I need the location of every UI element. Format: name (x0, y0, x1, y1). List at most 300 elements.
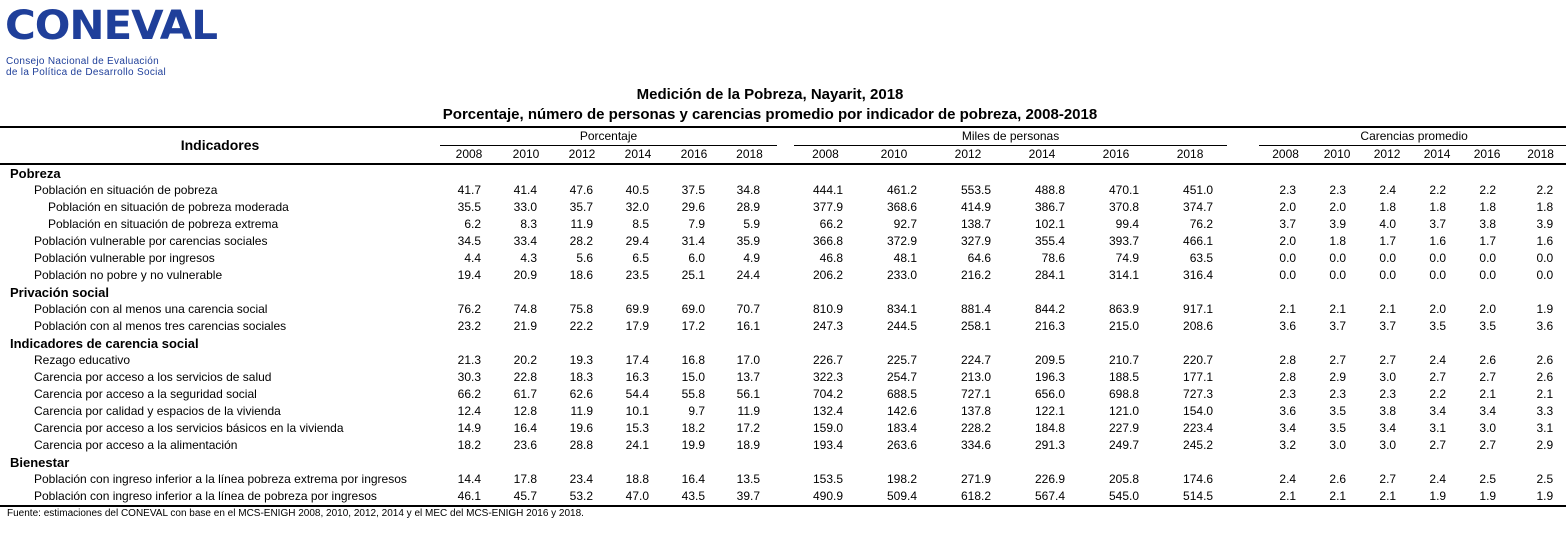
year-header: 2014 (610, 146, 666, 164)
cell-pct: 74.8 (513, 302, 537, 316)
cell-miles: 727.1 (960, 387, 991, 401)
cell-miles: 184.8 (1034, 421, 1065, 435)
cell-pct: 28.8 (569, 438, 593, 452)
cell-car: 1.7 (1379, 234, 1397, 248)
cell-miles: 414.9 (960, 200, 991, 214)
table-row (0, 403, 1566, 420)
cell-car: 0.0 (1379, 268, 1397, 282)
cell-miles (857, 284, 931, 301)
cell-miles: 233.0 (886, 268, 917, 282)
year-header: 2018 (1153, 146, 1227, 164)
spacer (777, 352, 794, 369)
year-header: 2008 (440, 146, 498, 164)
cell-pct: 17.0 (736, 353, 760, 367)
cell-car (1462, 335, 1512, 352)
cell-miles: 220.7 (1183, 353, 1214, 367)
cell-miles: 122.1 (1034, 404, 1065, 418)
section-row (0, 454, 1566, 471)
cell-car: 2.7 (1479, 370, 1497, 384)
spacer (777, 199, 794, 216)
cell-car: 2.0 (1329, 200, 1347, 214)
cell-pct: 24.1 (625, 438, 649, 452)
cell-miles: 46.8 (819, 251, 843, 265)
cell-car: 2.6 (1329, 472, 1347, 486)
spacer (777, 267, 794, 284)
year-header: 2014 (1005, 146, 1079, 164)
cell-car: 3.0 (1379, 438, 1397, 452)
group-header-porcentaje: Porcentaje (440, 127, 777, 146)
cell-miles (794, 164, 857, 182)
table-row (0, 301, 1566, 318)
cell-car (1362, 164, 1412, 182)
section-row (0, 284, 1566, 301)
cell-miles (931, 335, 1005, 352)
cell-pct: 15.3 (625, 421, 649, 435)
year-header: 2010 (1312, 146, 1362, 164)
cell-car: 1.8 (1379, 200, 1397, 214)
year-header: 2010 (857, 146, 931, 164)
cell-miles: 228.2 (960, 421, 991, 435)
spacer (1227, 233, 1259, 250)
cell-miles: 863.9 (1108, 302, 1139, 316)
section-label: Indicadores de carencia social (10, 336, 199, 351)
table-row (0, 233, 1566, 250)
cell-miles: 810.9 (812, 302, 843, 316)
cell-miles: 247.3 (812, 319, 843, 333)
cell-pct (554, 164, 610, 182)
cell-car: 3.6 (1279, 319, 1297, 333)
cell-car: 2.6 (1479, 353, 1497, 367)
year-header: 2018 (722, 146, 777, 164)
cell-miles: 314.1 (1108, 268, 1139, 282)
cell-miles: 198.2 (886, 472, 917, 486)
cell-pct: 23.2 (457, 319, 481, 333)
cell-miles: 216.3 (1034, 319, 1065, 333)
year-header: 2010 (498, 146, 554, 164)
year-header: 2014 (1412, 146, 1462, 164)
cell-car: 2.7 (1429, 438, 1447, 452)
cell-car: 2.9 (1536, 438, 1554, 452)
spacer (1227, 488, 1259, 506)
cell-pct (610, 164, 666, 182)
spacer (777, 386, 794, 403)
cell-car: 2.2 (1536, 183, 1554, 197)
cell-pct: 4.9 (743, 251, 760, 265)
cell-car: 3.2 (1279, 438, 1297, 452)
cell-pct (440, 284, 498, 301)
spacer (1227, 335, 1259, 352)
cell-car: 1.8 (1329, 234, 1347, 248)
cell-car: 3.7 (1329, 319, 1347, 333)
cell-miles: 216.2 (960, 268, 991, 282)
cell-pct: 11.9 (737, 404, 760, 418)
cell-miles: 153.5 (812, 472, 843, 486)
cell-pct: 23.4 (569, 472, 593, 486)
cell-car: 0.0 (1479, 268, 1497, 282)
cell-miles: 177.1 (1183, 370, 1214, 384)
cell-car: 2.7 (1329, 353, 1347, 367)
cell-pct: 17.8 (513, 472, 537, 486)
cell-car: 3.5 (1479, 319, 1497, 333)
page-subtitle: Porcentaje, número de personas y carencias promedio por indicador de pobreza, 2008-2018 (442, 106, 1098, 123)
cell-miles: 226.7 (812, 353, 843, 367)
cell-car: 2.3 (1279, 387, 1297, 401)
cell-car: 3.6 (1279, 404, 1297, 418)
spacer (1227, 420, 1259, 437)
cell-car: 3.9 (1536, 217, 1554, 231)
cell-car: 2.2 (1429, 183, 1447, 197)
spacer (1227, 369, 1259, 386)
year-header: 2008 (794, 146, 857, 164)
cell-miles: 224.7 (960, 353, 991, 367)
table-row (0, 471, 1566, 488)
cell-miles: 322.3 (812, 370, 843, 384)
cell-car: 3.4 (1279, 421, 1297, 435)
spacer (1227, 146, 1259, 164)
spacer (1227, 301, 1259, 318)
cell-miles (857, 454, 931, 471)
cell-pct: 6.0 (688, 251, 705, 265)
cell-pct: 18.8 (625, 472, 649, 486)
cell-miles (857, 164, 931, 182)
cell-pct: 69.9 (625, 302, 649, 316)
cell-miles (1079, 335, 1153, 352)
cell-car: 1.7 (1479, 234, 1497, 248)
cell-miles (1079, 454, 1153, 471)
cell-car: 3.9 (1329, 217, 1347, 231)
year-header: 2012 (931, 146, 1005, 164)
cell-pct: 28.9 (736, 200, 760, 214)
cell-miles: 466.1 (1183, 234, 1214, 248)
cell-pct: 23.6 (513, 438, 537, 452)
year-header: 2012 (1362, 146, 1412, 164)
cell-miles: 553.5 (960, 183, 991, 197)
cell-miles: 48.1 (893, 251, 917, 265)
cell-pct: 21.3 (457, 353, 481, 367)
spacer (777, 216, 794, 233)
indicators-header: Indicadores (0, 127, 440, 164)
cell-pct: 15.0 (681, 370, 705, 384)
cell-pct: 76.2 (457, 302, 481, 316)
spacer (1227, 250, 1259, 267)
cell-car: 2.4 (1429, 472, 1447, 486)
cell-car: 3.0 (1329, 438, 1347, 452)
spacer (777, 454, 794, 471)
cell-car: 2.5 (1479, 472, 1497, 486)
cell-car: 3.4 (1429, 404, 1447, 418)
cell-pct (610, 284, 666, 301)
spacer (777, 403, 794, 420)
cell-car: 1.8 (1479, 200, 1497, 214)
cell-pct: 8.3 (520, 217, 537, 231)
cell-car (1312, 284, 1362, 301)
cell-pct: 40.5 (625, 183, 649, 197)
cell-miles (1005, 164, 1079, 182)
year-header: 2016 (1462, 146, 1512, 164)
cell-car (1362, 335, 1412, 352)
cell-car (1312, 164, 1362, 182)
table-row (0, 216, 1566, 233)
cell-miles (1005, 335, 1079, 352)
cell-pct: 17.2 (681, 319, 705, 333)
cell-car: 0.0 (1536, 268, 1554, 282)
cell-pct: 6.2 (464, 217, 481, 231)
cell-car: 3.7 (1279, 217, 1297, 231)
cell-car: 1.6 (1536, 234, 1554, 248)
cell-miles: 213.0 (960, 370, 991, 384)
indicator-label: Población con ingreso inferior a la línea de pobreza por ingresos (0, 488, 440, 506)
cell-car: 3.0 (1379, 370, 1397, 384)
year-header: 2012 (554, 146, 610, 164)
cell-miles (1153, 164, 1227, 182)
cell-car (1412, 164, 1462, 182)
cell-miles: 132.4 (812, 404, 843, 418)
spacer (777, 182, 794, 199)
cell-miles: 698.8 (1108, 387, 1139, 401)
cell-pct (554, 454, 610, 471)
cell-pct (554, 335, 610, 352)
cell-car: 2.0 (1479, 302, 1497, 316)
table-row (0, 267, 1566, 284)
cell-pct: 23.5 (625, 268, 649, 282)
page-title: Medición de la Pobreza, Nayarit, 2018 (636, 86, 904, 103)
section-label: Pobreza (10, 166, 61, 181)
cell-pct: 33.4 (513, 234, 537, 248)
cell-car: 2.1 (1329, 302, 1347, 316)
cell-car (1512, 164, 1566, 182)
cell-car: 2.2 (1429, 387, 1447, 401)
cell-pct: 9.7 (688, 404, 705, 418)
spacer (777, 420, 794, 437)
cell-car (1462, 454, 1512, 471)
cell-miles: 225.7 (886, 353, 917, 367)
cell-pct: 13.5 (736, 472, 760, 486)
cell-pct (722, 164, 777, 182)
indicator-label: Carencia por acceso a los servicios básicos en la vivienda (34, 421, 344, 435)
cell-car: 0.0 (1479, 251, 1497, 265)
cell-pct: 19.9 (681, 438, 705, 452)
cell-car: 2.3 (1329, 387, 1347, 401)
cell-car (1412, 454, 1462, 471)
cell-miles: 688.5 (886, 387, 917, 401)
cell-pct (610, 454, 666, 471)
cell-miles: 63.5 (1189, 251, 1214, 265)
cell-pct: 6.5 (632, 251, 649, 265)
cell-miles: 881.4 (960, 302, 991, 316)
cell-miles: 258.1 (960, 319, 991, 333)
cell-pct (440, 164, 498, 182)
year-header: 2016 (1079, 146, 1153, 164)
spacer (1227, 352, 1259, 369)
cell-miles: 291.3 (1034, 438, 1065, 452)
cell-car: 2.3 (1379, 387, 1397, 401)
cell-miles: 451.0 (1183, 183, 1214, 197)
cell-pct: 12.8 (513, 404, 537, 418)
cell-miles (931, 164, 1005, 182)
cell-miles: 327.9 (960, 234, 991, 248)
cell-pct: 25.1 (681, 268, 705, 282)
cell-miles: 509.4 (857, 488, 931, 506)
cell-pct: 35.5 (457, 200, 481, 214)
cell-miles (794, 284, 857, 301)
cell-pct: 17.9 (625, 319, 649, 333)
cell-pct: 39.7 (722, 488, 777, 506)
cell-pct: 19.6 (569, 421, 593, 435)
cell-miles: 514.5 (1153, 488, 1227, 506)
cell-pct (498, 164, 554, 182)
cell-pct: 28.2 (569, 234, 593, 248)
cell-car: 1.9 (1412, 488, 1462, 506)
table-row (0, 437, 1566, 454)
cell-miles: 567.4 (1005, 488, 1079, 506)
cell-miles (1079, 164, 1153, 182)
cell-car: 3.5 (1329, 404, 1347, 418)
cell-miles: 490.9 (794, 488, 857, 506)
spacer (1227, 318, 1259, 335)
cell-pct: 33.0 (513, 200, 537, 214)
source-footnote: Fuente: estimaciones del CONEVAL con base en el MCS-ENIGH 2008, 2010, 2012, 2014 y el MEC del MCS-ENIGH 2016 y 2018. (7, 508, 584, 519)
indicator-label: Población con al menos una carencia social (34, 302, 268, 316)
cell-pct: 29.4 (625, 234, 649, 248)
spacer (1227, 267, 1259, 284)
cell-miles: 121.0 (1108, 404, 1139, 418)
cell-miles: 368.6 (886, 200, 917, 214)
cell-car (1412, 284, 1462, 301)
cell-miles: 142.6 (886, 404, 917, 418)
cell-miles: 316.4 (1183, 268, 1214, 282)
cell-pct (498, 284, 554, 301)
spacer (777, 146, 794, 164)
cell-pct: 5.9 (743, 217, 760, 231)
cell-car (1512, 335, 1566, 352)
cell-miles: 844.2 (1034, 302, 1065, 316)
year-header: 2008 (1259, 146, 1312, 164)
cell-car: 2.0 (1279, 200, 1297, 214)
cell-pct (440, 335, 498, 352)
cell-car: 2.8 (1279, 370, 1297, 384)
spacer (1227, 386, 1259, 403)
cell-miles: 92.7 (893, 217, 917, 231)
cell-pct (722, 335, 777, 352)
spacer (1227, 284, 1259, 301)
spacer (777, 335, 794, 352)
cell-pct (666, 335, 722, 352)
cell-car (1462, 284, 1512, 301)
year-header: 2016 (666, 146, 722, 164)
cell-car: 0.0 (1429, 268, 1447, 282)
cell-pct: 35.7 (569, 200, 593, 214)
cell-pct: 43.5 (666, 488, 722, 506)
cell-miles: 78.6 (1041, 251, 1065, 265)
cell-miles: 656.0 (1034, 387, 1065, 401)
cell-pct (666, 454, 722, 471)
cell-car: 3.7 (1379, 319, 1397, 333)
cell-pct: 62.6 (569, 387, 593, 401)
cell-car: 1.9 (1462, 488, 1512, 506)
cell-car: 1.9 (1512, 488, 1566, 506)
cell-car: 3.1 (1536, 421, 1554, 435)
cell-car: 0.0 (1429, 251, 1447, 265)
cell-car: 1.8 (1536, 200, 1554, 214)
cell-miles: 334.6 (960, 438, 991, 452)
cell-miles: 366.8 (812, 234, 843, 248)
cell-pct: 70.7 (736, 302, 760, 316)
cell-miles: 74.9 (1115, 251, 1139, 265)
cell-pct: 41.4 (513, 183, 537, 197)
cell-car: 3.7 (1429, 217, 1447, 231)
cell-miles: 196.3 (1034, 370, 1065, 384)
cell-car: 3.5 (1429, 319, 1447, 333)
cell-car (1259, 454, 1312, 471)
cell-pct: 47.0 (610, 488, 666, 506)
cell-car: 4.0 (1379, 217, 1397, 231)
cell-pct (440, 454, 498, 471)
cell-car: 0.0 (1536, 251, 1554, 265)
cell-car: 3.8 (1379, 404, 1397, 418)
cell-car: 3.3 (1536, 404, 1554, 418)
table-row (0, 488, 1566, 506)
cell-car: 2.4 (1379, 183, 1397, 197)
table-header (0, 127, 1566, 164)
cell-pct (554, 284, 610, 301)
cell-car: 2.1 (1362, 488, 1412, 506)
cell-miles: 223.4 (1183, 421, 1214, 435)
cell-car: 0.0 (1379, 251, 1397, 265)
cell-miles: 102.1 (1034, 217, 1065, 231)
cell-car (1312, 335, 1362, 352)
cell-pct: 18.2 (681, 421, 705, 435)
table-row (0, 318, 1566, 335)
cell-miles: 208.6 (1183, 319, 1214, 333)
indicator-label: Carencia por calidad y espacios de la vivienda (34, 404, 281, 418)
cell-pct: 35.9 (736, 234, 760, 248)
logo-tagline-line2: de la Política de Desarrollo Social (6, 67, 167, 78)
cell-pct (722, 454, 777, 471)
cell-miles: 138.7 (960, 217, 991, 231)
cell-pct: 75.8 (569, 302, 593, 316)
cell-miles (1153, 284, 1227, 301)
cell-pct: 32.0 (625, 200, 649, 214)
cell-pct: 22.2 (569, 319, 593, 333)
coneval-logo (5, 3, 217, 78)
cell-car (1362, 284, 1412, 301)
spacer (777, 437, 794, 454)
cell-miles (1079, 284, 1153, 301)
cell-car: 2.4 (1279, 472, 1297, 486)
cell-car: 2.6 (1536, 370, 1554, 384)
cell-car: 3.5 (1329, 421, 1347, 435)
cell-miles: 64.6 (967, 251, 991, 265)
cell-car (1259, 164, 1312, 182)
cell-miles: 461.2 (886, 183, 917, 197)
spacer (777, 369, 794, 386)
cell-pct: 16.8 (681, 353, 705, 367)
spacer (1227, 471, 1259, 488)
spacer (777, 471, 794, 488)
indicator-label: Población vulnerable por carencias sociales (34, 234, 268, 248)
cell-miles: 210.7 (1108, 353, 1139, 367)
cell-miles: 193.4 (812, 438, 843, 452)
cell-miles: 727.3 (1183, 387, 1214, 401)
cell-miles: 249.7 (1108, 438, 1139, 452)
cell-car: 3.4 (1379, 421, 1397, 435)
cell-pct: 18.9 (736, 438, 760, 452)
cell-miles: 704.2 (812, 387, 843, 401)
cell-car: 2.7 (1479, 438, 1497, 452)
cell-car: 3.8 (1479, 217, 1497, 231)
cell-car: 2.0 (1429, 302, 1447, 316)
cell-miles: 254.7 (886, 370, 917, 384)
